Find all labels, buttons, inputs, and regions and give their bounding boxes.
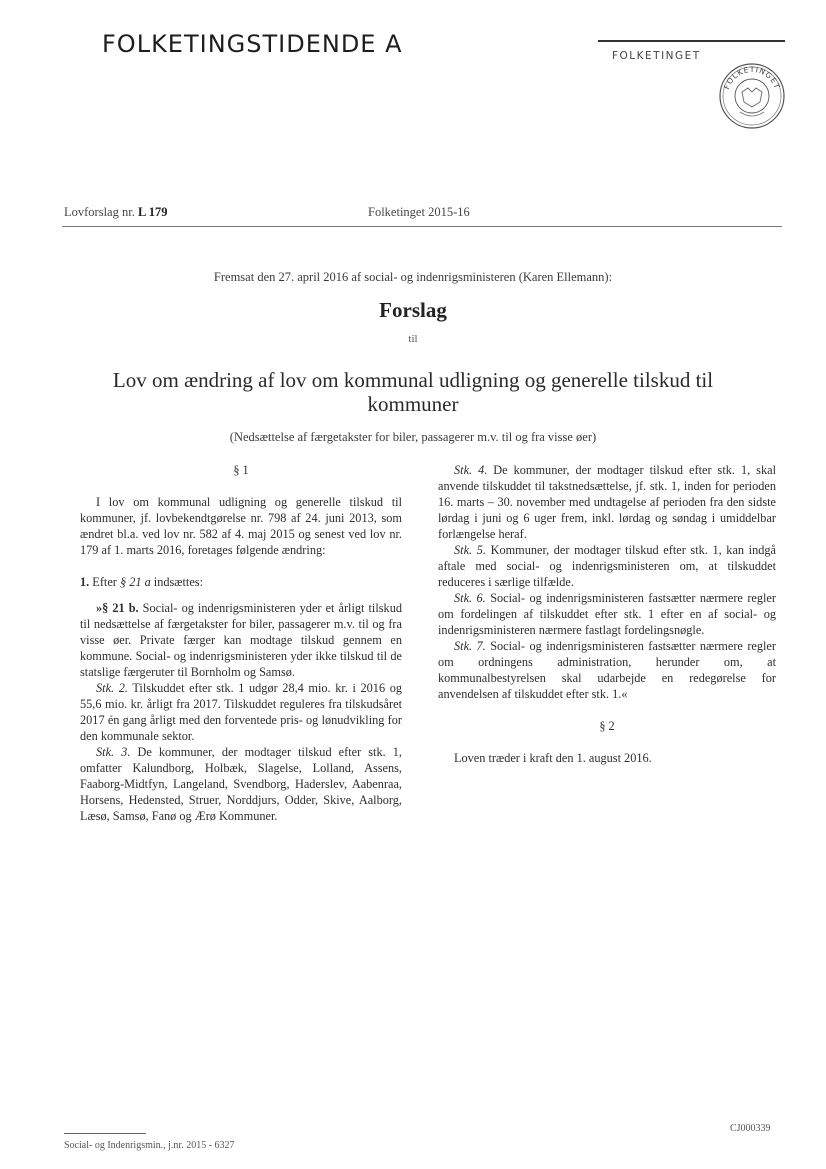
law-title: Lov om ændring af lov om kommunal udligning og generelle tilskud til kommuner <box>112 368 714 416</box>
right-column <box>438 462 776 766</box>
paragraph-21b <box>80 600 402 680</box>
session-label: Folketinget 2015-16 <box>368 205 470 219</box>
p21b-text: Social- og indenrigsministeren yder et årligt tilskud til nedsættelse af færgetakster for biler, passagerer m.v. til og fra visse øer. Private færger kan modtage tilskud gennem en kommune. Social- og indenrigsministeren yder ikke tilskud til de statslige færgeruter til Bornholm og Samsø. <box>80 601 402 679</box>
bill-number-value: L 179 <box>137 205 168 219</box>
bill-number <box>64 205 167 220</box>
left-column <box>80 462 402 824</box>
section-2-title: § 2 <box>599 719 615 733</box>
section-2-text: Loven træder i kraft den 1. august 2016. <box>454 751 652 765</box>
stk-5 <box>438 542 776 590</box>
seal-text: FOLKETINGET <box>722 64 782 91</box>
section-1-intro: I lov om kommunal udligning og generelle tilskud til kommuner, jf. lovbekendtgørelse nr. 798 af 24. juni 2013, som ændret bl.a. ved lov nr. 582 af 4. maj 2015 og senest ved lov nr. 179 af 1. marts 2016, foretages følgende ændring: <box>80 495 402 557</box>
stk-4 <box>438 462 776 542</box>
p21b-lead: »§ 21 b. <box>96 601 139 615</box>
presented-line: Fremsat den 27. april 2016 af social- og indenrigsministeren (Karen Ellemann): <box>213 270 613 284</box>
stk-3-text: De kommuner, der modtager tilskud efter stk. 1, omfatter Kalundborg, Holbæk, Slagelse, Lolland, Assens, Faaborg-Midtfyn, Langeland, Svendborg, Haderslev, Aabenraa, Horsens, Hedensted, Struer, Norddjurs, Odder, Skive, Aalborg, Læsø, Samsø, Fanø og Ærø Kommuner. <box>80 745 402 823</box>
item-pre: Efter <box>89 575 120 589</box>
stk-2-text: Tilskuddet efter stk. 1 udgør 28,4 mio. kr. i 2016 og 55,6 mio. kr. årligt fra 2017. Tilskuddet reguleres fra tilskudsåret 2017 én gang årligt med den forventede pris- og lønudvikling for den kommunale sektor. <box>80 681 402 743</box>
brand-name: FOLKETINGET <box>612 50 701 62</box>
stk-5-lead: Stk. 5. <box>454 543 486 557</box>
item-number: 1. <box>80 575 90 589</box>
forslag-heading: Forslag <box>379 298 447 322</box>
footer-rule <box>64 1133 146 1134</box>
document-code: CJ000339 <box>730 1123 771 1134</box>
stk-3-lead: Stk. 3. <box>96 745 131 759</box>
folketinget-seal-icon <box>718 62 786 130</box>
stk-7-text: Social- og indenrigsministeren fastsætter nærmere regler om ordningens administration, herunder om, at kommunalbestyrelsen skal udarbejde en redegørelse for anvendelsen af tilskuddet efter stk. 1.« <box>438 639 776 701</box>
stk-6 <box>438 590 776 638</box>
stk-7-lead: Stk. 7. <box>454 639 486 653</box>
section-1-title: § 1 <box>233 463 249 477</box>
stk-2-lead: Stk. 2. <box>96 681 128 695</box>
bill-prefix: Lovforslag nr. <box>64 205 138 219</box>
stk-3 <box>80 744 402 824</box>
law-subtitle: (Nedsættelse af færgetakster for biler, passagerer m.v. til og fra visse øer) <box>229 430 597 444</box>
stk-6-lead: Stk. 6. <box>454 591 486 605</box>
stk-4-text: De kommuner, der modtager tilskud efter stk. 1, skal anvende tilskuddet til takstnedsættelse, jf. stk. 1, inden for perioden 16. marts – 30. november med undtagelse af perioden fra den sidste lørdag i juni og 6 uger frem, inkl. lørdag og søndag i umiddelbar forlængelse heraf. <box>438 463 776 541</box>
stk-4-lead: Stk. 4. <box>454 463 488 477</box>
stk-2 <box>80 680 402 744</box>
stk-6-text: Social- og indenrigsministeren fastsætter nærmere regler om fordelingen af tilskuddet efter stk. 1 efter en af social- og indenrigsministeren nærmere fastlagt fordelingsnøgle. <box>438 591 776 637</box>
svg-text:FOLKETINGET <box>722 65 782 91</box>
footer-reference: Social- og Indenrigsmin., j.nr. 2015 - 6327 <box>64 1140 235 1151</box>
stk-7 <box>438 638 776 702</box>
brand-rule <box>598 40 785 42</box>
item-ref: § 21 a <box>119 575 151 589</box>
masthead-title: FOLKETINGSTIDENDE A <box>102 30 403 58</box>
stk-5-text: Kommuner, der modtager tilskud efter stk. 1, kan indgå aftale med social- og indenrigsministeren om, at tilskuddet reduceres i særlige tilfælde. <box>438 543 776 589</box>
header-rule <box>62 226 782 227</box>
amendment-item <box>80 574 402 590</box>
til-label: til <box>408 333 418 345</box>
item-post: indsættes: <box>150 575 203 589</box>
